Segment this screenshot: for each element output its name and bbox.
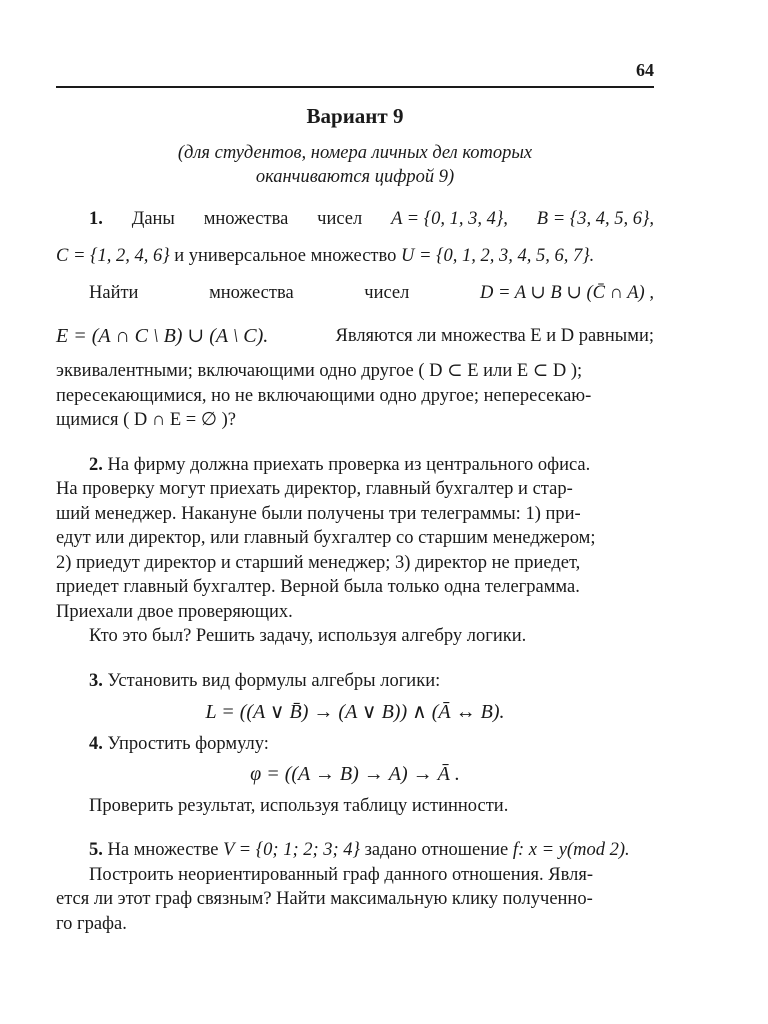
task-3-text: Установить вид формулы алгебры логики: <box>107 670 441 691</box>
set-u: U = {0, 1, 2, 3, 4, 5, 6, 7}. <box>401 245 595 266</box>
task-1-line-4 <box>56 313 654 359</box>
task-2-line-4: едут или директор, или главный бухгалтер со старшим менеджером; <box>56 528 596 548</box>
task-1-word: Даны <box>131 208 175 229</box>
task-5-line-1 <box>56 838 654 863</box>
task-5-line-2: Построить неориентированный граф данного отношения. Явля- <box>89 864 594 885</box>
task-4-line <box>56 732 654 757</box>
task-1-line-1 <box>56 199 654 239</box>
task-4-check: Проверить результат, используя таблицу истинности. <box>89 795 509 816</box>
set-d: D = A ∪ B ∪ (C̄ ∩ A) , <box>479 282 654 303</box>
spacer <box>56 433 654 453</box>
header-rule <box>56 86 654 88</box>
task-3-formula: L = ((A ∨ B̄) → (A ∨ B)) ∧ (Ā ↔ B). <box>205 701 505 723</box>
task-1-word: множества <box>203 208 289 229</box>
task-2-line-3: ший менеджер. Накануне были получены три телеграммы: 1) при- <box>56 503 581 524</box>
task-5-line-3: ется ли этот граф связным? Найти максимальную клику полученно- <box>56 889 593 909</box>
task-2-line-1 <box>56 453 654 478</box>
task-4 <box>56 732 654 818</box>
spacer <box>56 818 654 838</box>
task-2-line-7: Приехали двое проверяющих. <box>56 601 293 622</box>
task-2-line-2: На проверку могут приехать директор, главный бухгалтер и стар- <box>56 479 573 499</box>
page-number: 64 <box>636 60 654 80</box>
find-word: множества <box>209 282 294 303</box>
task-2-line-8: Кто это был? Решить задачу, используя алгебру логики. <box>89 626 527 646</box>
question-line-2: эквивалентными; включающими одно другое ( D ⊂ E или E ⊂ D ); <box>56 361 583 381</box>
relation-f: f: x = y(mod 2). <box>512 840 630 860</box>
task-5-line-4: го графа. <box>56 913 127 934</box>
task-3 <box>56 669 654 725</box>
subtitle-line-1: (для студентов, номера личных дел которых <box>177 143 533 163</box>
question-line-4: щимися ( D ∩ E = ∅ )? <box>56 410 236 430</box>
variant-title: Вариант 9 <box>306 104 404 128</box>
task-3-number: 3. <box>89 670 103 691</box>
task-1-line-3 <box>56 273 654 313</box>
set-v: V = {0; 1; 2; 3; 4} <box>223 840 360 860</box>
task-1-number: 1. <box>89 208 103 229</box>
task-2 <box>56 453 654 649</box>
task-2-number: 2. <box>89 454 103 475</box>
task-5-text: На множестве <box>107 840 219 860</box>
task-5-text: задано отношение <box>364 840 509 860</box>
question-line-3: пересекающимися, но не включающими одно другое; непересекаю- <box>56 385 592 406</box>
set-a: A = {0, 1, 3, 4}, <box>391 208 508 229</box>
find-word: чисел <box>364 282 410 303</box>
question-line-1: Являются ли множества E и D равными; <box>335 325 654 346</box>
find-word: Найти <box>89 282 139 303</box>
task-2-line-6: приедет главный бухгалтер. Верной была только одна телеграмма. <box>56 577 580 597</box>
task-4-number: 4. <box>89 734 103 754</box>
task-1-line-2 <box>56 239 654 273</box>
task-5 <box>56 838 654 936</box>
task-5-number: 5. <box>89 840 103 860</box>
task-4-text: Упростить формулу: <box>107 734 269 754</box>
set-c: C = {1, 2, 4, 6} <box>56 245 170 266</box>
task-1 <box>56 199 654 433</box>
spacer <box>56 649 654 669</box>
variant-subtitle <box>56 141 654 189</box>
subtitle-line-2: оканчиваются цифрой 9) <box>255 167 455 187</box>
page-content <box>56 100 654 936</box>
task-2-line-5: 2) приедут директор и старший менеджер; 3) директор не приедет, <box>56 552 581 573</box>
task-2-text: На фирму должна приехать проверка из центрального офиса. <box>107 454 591 475</box>
task-3-line <box>56 669 654 694</box>
universal-text: и универсальное множество <box>174 245 397 266</box>
task-4-formula: φ = ((A → B) → A) → Ā . <box>250 762 460 785</box>
set-b: B = {3, 4, 5, 6}, <box>536 208 654 229</box>
set-e: E = (A ∩ C \ B) ∪ (A \ C). <box>56 324 269 347</box>
task-1-word: чисел <box>317 208 363 229</box>
